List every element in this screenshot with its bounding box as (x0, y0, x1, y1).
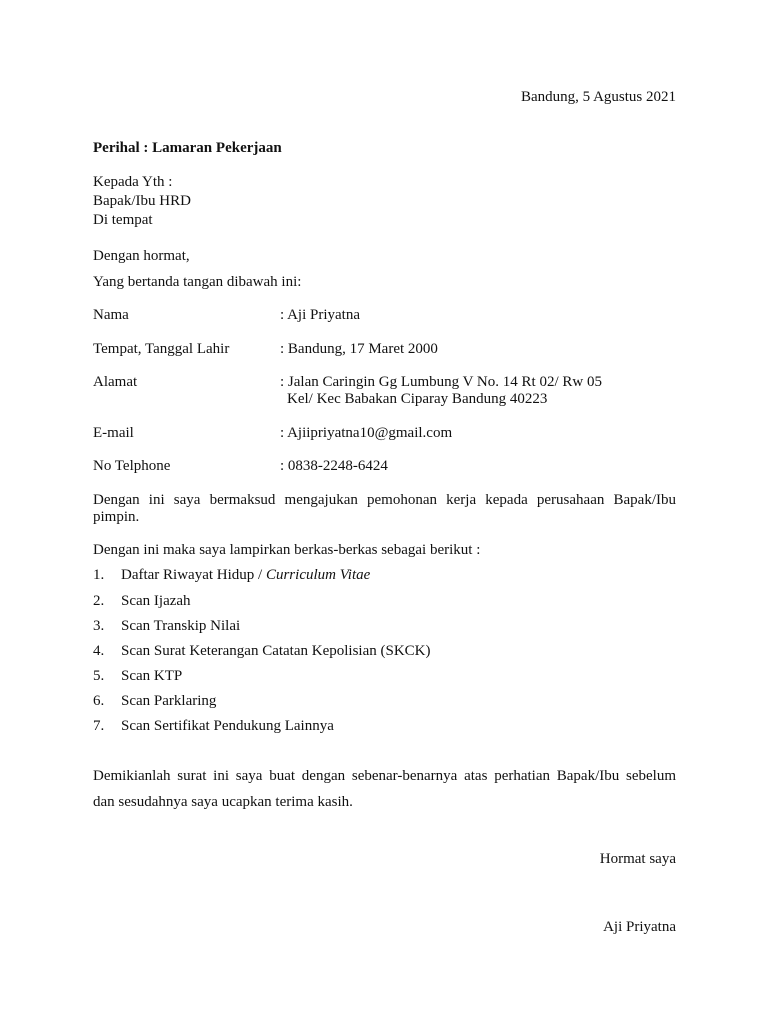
place-date: Bandung, 5 Agustus 2021 (520, 89, 676, 105)
purpose-line-1: Dengan ini saya bermaksud mengajukan pemohonan kerja kepada perusahaan Bapak/Ibu (93, 492, 676, 508)
list-item-number: 6. (93, 693, 105, 709)
list-item-text: Scan Surat Keterangan Catatan Kepolisian (SKCK) (121, 643, 431, 659)
closing-line-1: Demikianlah surat ini saya buat dengan sebenar-benarnya atas perhatian Bapak/Ibu sebelum (93, 768, 676, 784)
list-item-number: 3. (93, 618, 105, 634)
recipient-line-1: Kepada Yth : (93, 174, 173, 190)
list-item-number: 7. (93, 718, 105, 734)
field-value-birth: : Bandung, 17 Maret 2000 (280, 341, 438, 357)
list-item-text (121, 566, 370, 584)
list-item-number: 1. (93, 567, 105, 583)
field-value-phone: : 0838-2248-6424 (280, 458, 388, 474)
field-value-address: : Jalan Caringin Gg Lumbung V No. 14 Rt 02/ Rw 05 (280, 374, 602, 390)
signoff: Hormat saya (599, 851, 676, 867)
recipient-line-3: Di tempat (93, 212, 153, 228)
purpose-line-2: pimpin. (93, 509, 140, 525)
list-item-italic: Curriculum Vitae (265, 567, 371, 583)
field-value-address-line-2: Kel/ Kec Babakan Ciparay Bandung 40223 (287, 391, 548, 407)
list-item-text: Scan KTP (121, 668, 183, 684)
list-item-text: Scan Parklaring (121, 693, 217, 709)
field-label-birth: Tempat, Tanggal Lahir (93, 341, 230, 357)
list-item-number: 5. (93, 668, 105, 684)
recipient-line-2: Bapak/Ibu HRD (93, 193, 191, 209)
list-item-number: 4. (93, 643, 105, 659)
attachments-intro: Dengan ini maka saya lampirkan berkas-berkas sebagai berikut : (93, 542, 481, 558)
list-item-number: 2. (93, 593, 105, 609)
list-item-text: Scan Sertifikat Pendukung Lainnya (121, 718, 334, 734)
field-value-name: : Aji Priyatna (280, 307, 360, 323)
list-item-text: Scan Transkip Nilai (121, 618, 241, 634)
intro-text: Yang bertanda tangan dibawah ini: (93, 274, 302, 290)
list-item-label: Daftar Riwayat Hidup / (121, 567, 266, 583)
list-item-text: Scan Ijazah (121, 593, 191, 609)
closing-line-2: dan sesudahnya saya ucapkan terima kasih. (93, 794, 353, 810)
signature-name: Aji Priyatna (603, 919, 676, 935)
field-label-name: Nama (93, 307, 129, 323)
field-label-phone: No Telphone (93, 458, 171, 474)
field-label-address: Alamat (93, 374, 138, 390)
field-value-email: : Ajiipriyatna10@gmail.com (280, 425, 453, 441)
greeting: Dengan hormat, (93, 248, 190, 264)
subject-line: Perihal : Lamaran Pekerjaan (93, 140, 282, 156)
field-label-email: E-mail (93, 425, 134, 441)
